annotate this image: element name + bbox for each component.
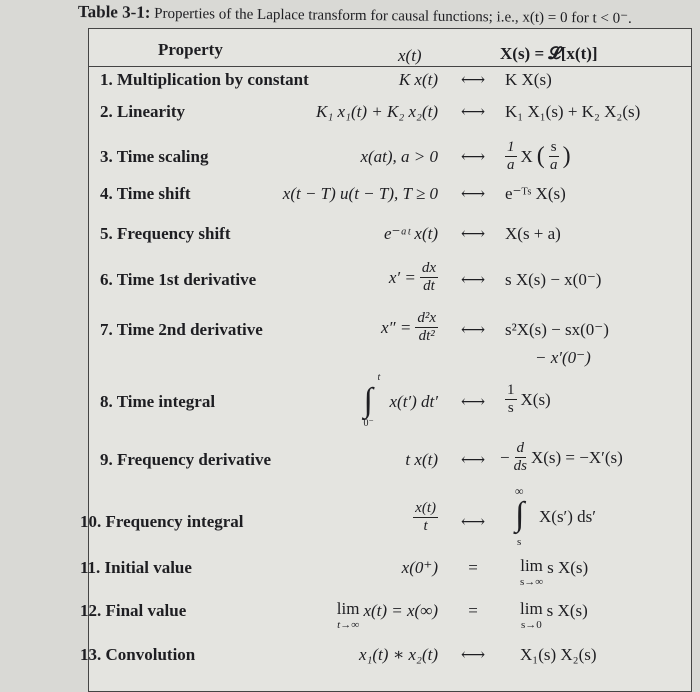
header-xs: X(s) = 𝓛[x(t)] (500, 44, 598, 63)
table-row: 11. Initial value x(0⁺) = lim s→∞ s X(s) (80, 556, 589, 588)
fraction: $\frac{1}{a}$ (507, 139, 515, 173)
table-row: 13. Convolution x₁(t) ∗ x₂(t) ⟷ X₁(s) X₂(s) (80, 645, 597, 664)
table-row: 7. Time 2nd derivative x″ = $\frac{\text{d²x}}{\text{dt²}}$ ⟷ s²X(s) − sx(0⁻) − x′(0⁻) (100, 310, 609, 367)
table-row: 8. Time integral ∫ t 0⁻ x(t′) dt′ ⟷ $\frac{1}{s}$ X(s) (0, 392, 700, 422)
header-xt: x(t) (398, 46, 422, 65)
table-row: 2. Linearity K₁ x₁(t) + K₂ x₂(t) ⟷ K₁ X₁(s) + K₂ X₂(s) (100, 102, 641, 121)
table-row: 1. Multiplication by constant K x(t) ⟷ K X(s) (100, 70, 552, 89)
table-row: 6. Time 1st derivative x′ = $\frac{dx}{dt}$ ⟷ s X(s) − x(0⁻) (100, 260, 602, 294)
table-row: 9. Frequency derivative t x(t) ⟷ − $\frac{d}{ds}$ X(s) = −X′(s) (100, 440, 623, 474)
header-divider (88, 66, 692, 67)
table-caption: Table 3-1: Properties of the Laplace transform for causal functions; i.e., x(t) = 0 for t < 0⁻. (77, 2, 632, 27)
table-row: 5. Frequency shift e⁻ᵃᵗ x(t) ⟷ X(s + a) (100, 224, 561, 243)
table-row: 4. Time shift x(t − T) u(t − T), T ≥ 0 ⟷ e⁻ᵀˢ X(s) (100, 184, 566, 203)
integral-sign: ∫ t 0⁻ (363, 372, 381, 429)
table-row: 3. Time scaling x(at), a > 0 ⟷ $\frac{1}{a}$ X ( $\frac{s}{a}$ ) (100, 139, 571, 173)
header-property: Property (158, 40, 223, 59)
table-row: 12. Final value lim t→∞ x(t) = x(∞) = lim s→0 s X(s) (80, 599, 588, 631)
integral-sign: ∫ ∞ s (515, 484, 525, 548)
table-row: 10. Frequency integral $\frac{x(t)}{t}$ ⟷ ∫ ∞ s X(s′) ds′ (80, 484, 597, 548)
